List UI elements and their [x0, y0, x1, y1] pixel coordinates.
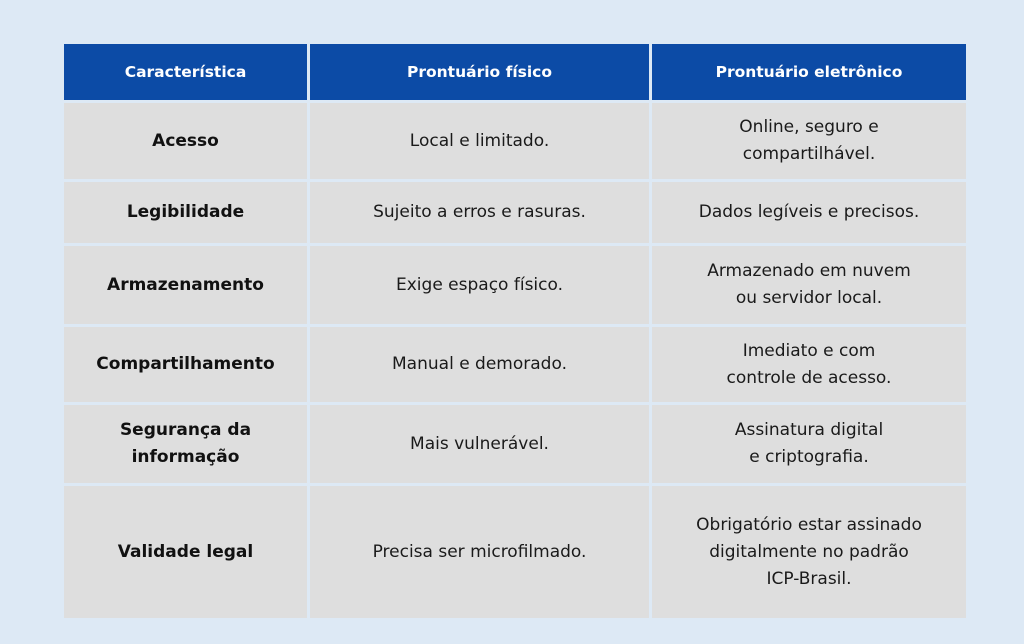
- cell-physical-legibility: Sujeito a erros e rasuras.: [310, 182, 649, 243]
- cell-electronic-legibility: Dados legíveis e precisos.: [652, 182, 966, 243]
- cell-electronic-sharing: Imediato e com controle de acesso.: [652, 327, 966, 402]
- header-feature: Característica: [64, 44, 307, 100]
- cell-physical-security: Mais vulnerável.: [310, 405, 649, 483]
- header-physical-record: Prontuário físico: [310, 44, 649, 100]
- row-label-sharing: Compartilhamento: [64, 327, 307, 402]
- cell-electronic-security: Assinatura digital e criptografia.: [652, 405, 966, 483]
- cell-electronic-legal-validity: Obrigatório estar assinado digitalmente no padrão ICP-Brasil.: [652, 486, 966, 618]
- cell-physical-access: Local e limitado.: [310, 103, 649, 179]
- row-label-legibility: Legibilidade: [64, 182, 307, 243]
- cell-electronic-storage: Armazenado em nuvem ou servidor local.: [652, 246, 966, 324]
- comparison-table: [64, 44, 960, 600]
- row-label-legal-validity: Validade legal: [64, 486, 307, 618]
- cell-physical-sharing: Manual e demorado.: [310, 327, 649, 402]
- row-label-storage: Armazenamento: [64, 246, 307, 324]
- header-electronic-record: Prontuário eletrônico: [652, 44, 966, 100]
- cell-physical-storage: Exige espaço físico.: [310, 246, 649, 324]
- cell-physical-legal-validity: Precisa ser microfilmado.: [310, 486, 649, 618]
- row-label-access: Acesso: [64, 103, 307, 179]
- cell-electronic-access: Online, seguro e compartilhável.: [652, 103, 966, 179]
- row-label-security: Segurança da informação: [64, 405, 307, 483]
